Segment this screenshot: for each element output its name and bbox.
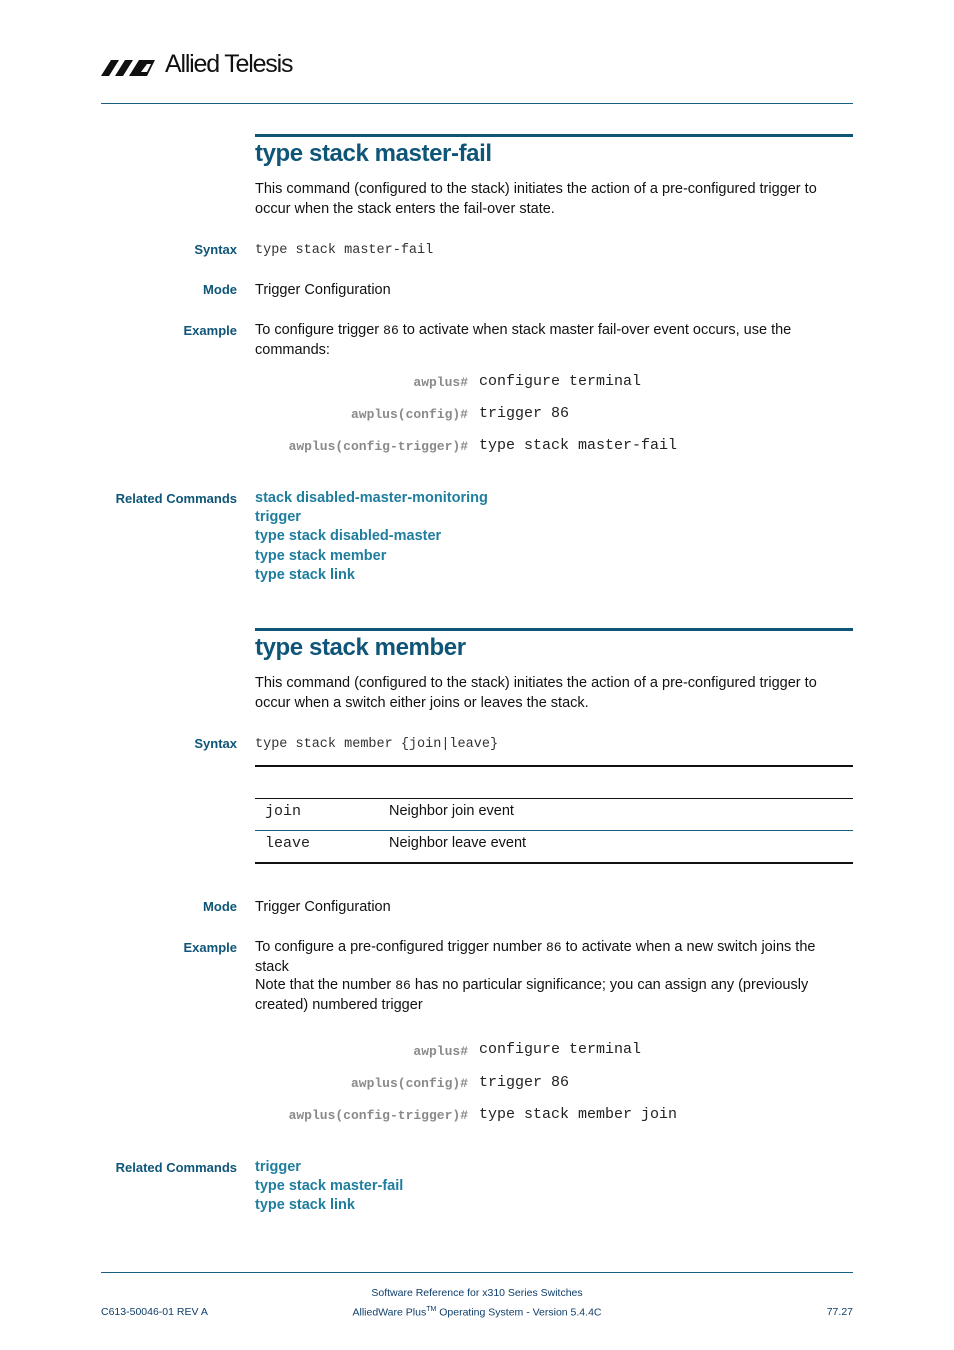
section-title: type stack member [255,634,466,661]
cli-command: configure terminal [479,373,642,390]
cli-prompt: awplus(config)# [350,1076,468,1091]
footer-title: Software Reference for x310 Series Switches [371,1287,583,1299]
header-rule [101,103,853,104]
related-link[interactable]: type stack link [255,566,355,583]
brand-logo-text: Allied Telesis [165,50,293,78]
example-text: To configure a pre-configured trigger number 86 to activate when a new switch joins the stack [255,939,816,975]
allied-telesis-logo-mark [101,52,167,80]
cli-command: type stack member join [479,1106,678,1123]
example-label: Example [183,940,237,955]
footer-product: AlliedWare Plus™ Operating System - Version 5.4.4C [352,1306,602,1319]
related-commands-list [255,489,488,585]
related-link[interactable]: type stack member [255,547,387,564]
related-link[interactable]: type stack link [255,1197,355,1214]
section-rule [255,134,853,137]
cli-prompt: awplus# [413,375,468,390]
syntax-text: type stack master-fail [255,243,434,258]
cli-command: configure terminal [479,1041,642,1058]
related-link[interactable]: type stack disabled-master [255,528,442,545]
related-commands-label: Related Commands [115,1160,237,1175]
section-title: type stack master-fail [255,140,492,167]
related-link[interactable]: trigger [255,1159,301,1175]
cli-prompt: awplus(config-trigger)# [288,439,468,454]
cli-command: trigger 86 [479,405,570,422]
cli-command: trigger 86 [479,1074,570,1091]
mode-text: Trigger Configuration [255,899,391,915]
section-rule [255,628,853,631]
syntax-text: type stack member {join|leave} [255,737,499,752]
example-text: To configure trigger 86 to activate when stack master fail-over event occurs, use the commands: [255,322,792,358]
table-row-rule [255,830,853,831]
related-link[interactable]: trigger [255,509,301,526]
param-name: leave [265,835,311,852]
section-description: This command (configured to the stack) initiates the action of a pre-configured trigger to occur when a switch either joins or leaves the stack. [255,675,817,711]
footer-page-number: 77.27 [826,1306,853,1318]
mode-label: Mode [203,282,237,297]
cli-command: type stack master-fail [479,437,678,454]
related-link[interactable]: stack disabled-master-monitoring [255,490,488,506]
mode-label: Mode [203,899,237,914]
cli-prompt: awplus# [413,1044,468,1059]
related-commands-label: Related Commands [115,491,237,506]
cli-prompt: awplus(config-trigger)# [288,1108,468,1123]
related-link[interactable]: type stack master-fail [255,1178,404,1195]
table-header-rule [255,798,853,799]
example-label: Example [183,323,237,338]
parameter-table [255,765,853,865]
syntax-label: Syntax [194,736,237,751]
related-commands-list [255,1158,403,1216]
table-bottom-rule [255,862,853,864]
param-description: Neighbor leave event [389,835,527,851]
cli-prompt: awplus(config)# [350,407,468,422]
footer-rule [101,1272,853,1273]
mode-text: Trigger Configuration [255,282,391,298]
param-description: Neighbor join event [389,803,514,819]
syntax-label: Syntax [194,242,237,257]
section-description: This command (configured to the stack) initiates the action of a pre-configured trigger to occur when the stack enters the fail-over state. [255,181,817,217]
example-note: Note that the number 86 has no particular significance; you can assign any (previously created) numbered trigger [255,977,809,1013]
table-top-rule [255,765,853,767]
footer-doc-id: C613-50046-01 REV A [101,1306,208,1318]
param-name: join [265,803,302,820]
